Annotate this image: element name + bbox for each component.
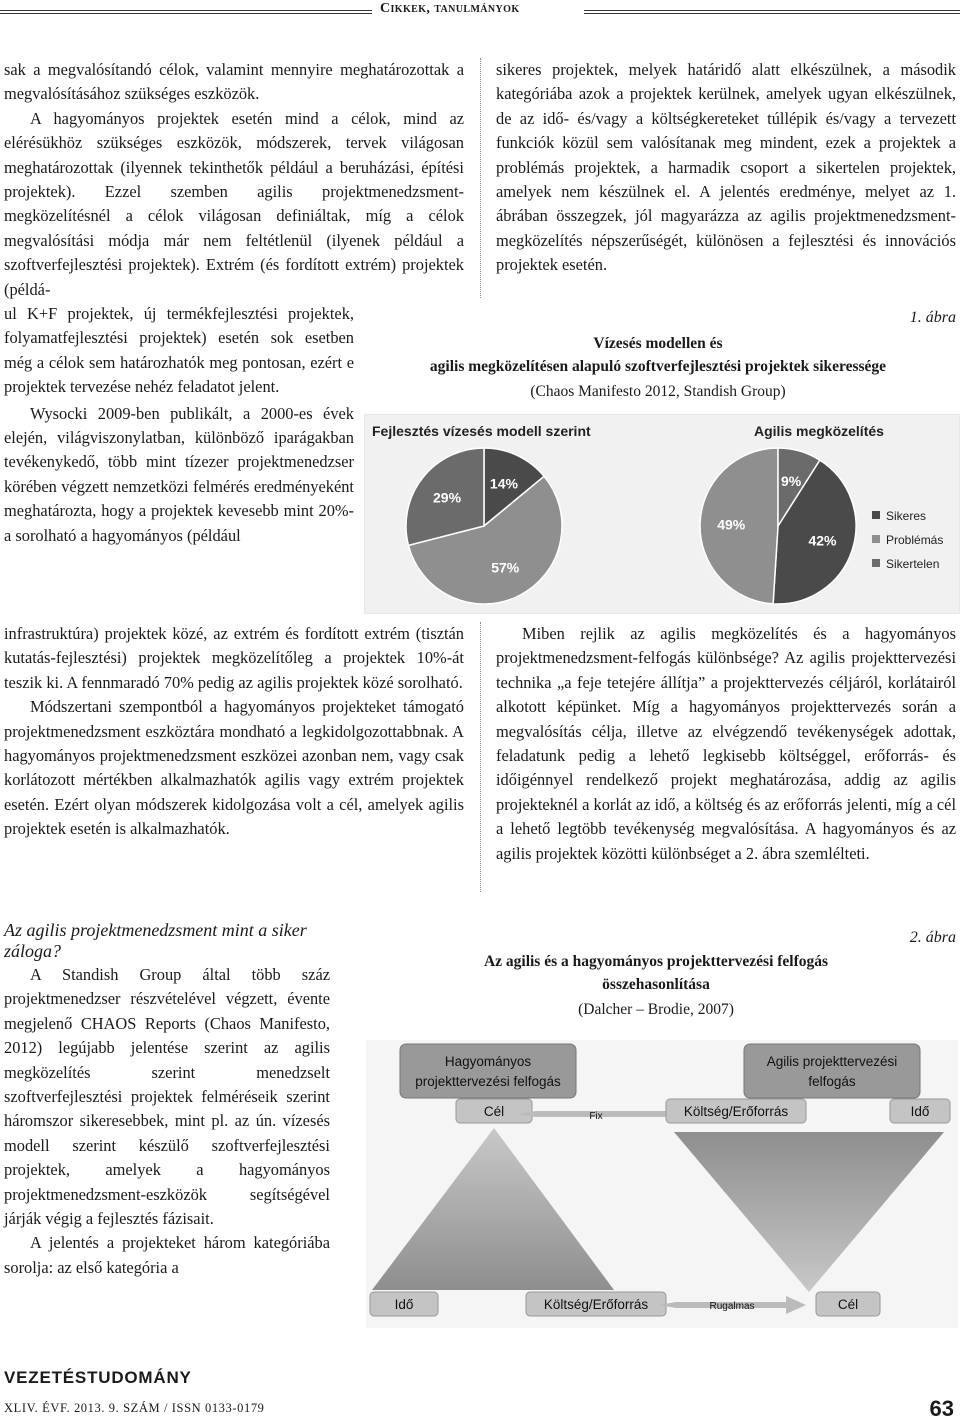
legend-label-sikeres: Sikeres — [886, 509, 927, 523]
paragraph: Miben rejlik az agilis megközelítés és a hagyományos projektmenedzsment-felfogás különbsége? Az agilis projekttervezési technika „a feje tetejére állítja” a projekttervezés céljáról, korlátairól alkotott képünket. Míg a hagyományos projekttervezés során a megvalósítás célja, illetve az elvégzendő tevékenységek adottak, feladatunk pedig a lehető legkisebb költséggel, erőforrás- és időigénnyel rendelkező projekt meghatározása, addig az agilis projekteknél a korlát az idő, a költség és az erőforrás jelenti, míg a cél a lehető legtöbb tevékenység megvalósítása. A hagyományos és az agilis projektek közötti különbséget a 2. ábra szemlélteti. — [496, 624, 956, 863]
legend-label-problémás: Problémás — [886, 533, 944, 547]
pie-right — [700, 448, 856, 604]
column-divider — [480, 58, 481, 298]
pie-label-sikeres: 42% — [808, 532, 837, 549]
legend-swatch-sikeres — [872, 511, 880, 519]
traditional-box — [400, 1044, 576, 1098]
paragraph: Wysocki 2009-ben publikált, a 2000-es évek elején, világviszonylatban, különböző iparágakban tevékenykedő, több mint tízezer projektmenedzser körében végzett nemzetközi felmérés eredményeként meghatározta, hogy a projektek kevesebb mint 20%-a sorolható a hagyományos (például — [4, 403, 354, 545]
figure2-source: (Dalcher – Brodie, 2007) — [578, 1001, 734, 1018]
agile-box-line1: Agilis projekttervezési — [766, 1054, 898, 1069]
agile-box — [744, 1044, 920, 1098]
figure2-title-line2: összehasonlítása — [602, 976, 710, 993]
figure1-source: (Chaos Manifesto 2012, Standish Group) — [530, 383, 786, 400]
top-mid-label: Költség/Erőforrás — [683, 1104, 789, 1119]
right-column-mid — [496, 622, 956, 866]
page-number: 63 — [929, 1396, 954, 1421]
column-divider — [480, 622, 481, 892]
bottom-right-label: Cél — [837, 1297, 859, 1312]
issue-info: XLIV. ÉVF. 2013. 9. SZÁM / ISSN 0133-0179 — [4, 1401, 265, 1415]
paragraph: sikeres projektek, melyek határidő alatt elkészülnek, a második kategóriába azok a projektek kerülnek, amelyek ugyan elkészülnek, de az idő- és/vagy a költségkereteket túllépik és/vagy a tervezett funkciók közül sem valósítanak meg mindent, ezek a projektek a problémás projektek, a harmadik csoport a sikertelen projektek, amelyek nem készülnek el. A jelentés eredménye, melyet az 1. ábrában összegzek, jól magyarázza az agilis projektmenedzsment-megközelítés népszerűségét, különösen a fejlesztési és innovációs projektek esetén. — [496, 60, 956, 275]
bottom-mid-label: Költség/Erőforrás — [543, 1297, 649, 1312]
fix-label: Fix — [589, 1111, 603, 1122]
running-head: Cikkek, tanulmányok — [380, 1, 520, 16]
pie-label-sikeres: 14% — [489, 475, 518, 492]
traditional-box-line1: Hagyományos — [444, 1054, 532, 1069]
section-block — [4, 920, 330, 1280]
pie-left — [406, 448, 562, 604]
left-column-wide — [4, 622, 464, 842]
paragraph: sak a megvalósítandó célok, valamint mennyire meghatározottak a megvalósításához szükséges eszközök. — [4, 60, 464, 104]
legend-label-sikertelen: Sikertelen — [886, 557, 940, 571]
figure1-label: 1. ábra — [909, 309, 956, 326]
figure2-title — [400, 950, 912, 996]
paragraph: infrastruktúra) projektek közé, az extrém és fordított extrém (tisztán kutatás-fejlesztési) projektek megközelítőleg a projektek 10%-át teszik ki. A fennmaradó 70% pedig az agilis projektek közé sorolható. — [4, 624, 464, 692]
left-column-narrow — [4, 302, 354, 548]
top-left-label: Cél — [483, 1104, 505, 1119]
figure2-label: 2. ábra — [909, 929, 956, 946]
figure2-title-line1: Az agilis és a hagyományos projekttervezési felfogás — [483, 953, 829, 970]
chart-title-left: Fejlesztés vízesés modell szerint — [372, 423, 591, 439]
header-rule-right — [584, 10, 960, 14]
paragraph: A Standish Group által több száz projektmenedzser részvételével végzett, évente megjelenő CHAOS Reports (Chaos Manifesto, 2012) legújabb jelentése szerint az agilis megközelítés szerint menedzselt szoftverfejlesztési projektek felméréseik szerint háromszor sikeresebbek, mint pl. az ún. vízesés modell szerint készülő szoftverfejlesztési projektek, amelyek a hagyományos projektmenedzsment-eszközök segítségével járják végig a fejlesztés fázisait. — [4, 965, 330, 1229]
chart-title-right: Agilis megközelítés — [754, 423, 884, 439]
pie-label-problémás: 49% — [717, 516, 746, 533]
right-column-top — [496, 58, 956, 278]
legend-swatch-problémás — [872, 535, 880, 543]
section-heading: Az agilis projektmenedzsment mint a siker záloga? — [4, 920, 307, 961]
figure1-chart — [364, 414, 960, 614]
flex-label: Rugalmas — [709, 1301, 755, 1312]
pie-label-sikertelen: 9% — [780, 473, 802, 490]
paragraph: A jelentés a projekteket három kategóriába sorolja: az első kategória a — [4, 1233, 330, 1277]
figure1-title — [360, 332, 956, 378]
figure1-title-line1: Vízesés modellen és — [593, 335, 723, 352]
bottom-left-label: Idő — [394, 1297, 414, 1312]
figure2-diagram — [366, 1040, 958, 1328]
agile-box-line2: felfogás — [808, 1074, 856, 1089]
paragraph: ul K+F projektek, új termékfejlesztési projektek, folyamatfejlesztési projektek) esetén sok esetben még a célok sem határozhatók meg pontosan, ezért e projektek tervezése nehéz feladatot jelent. — [4, 304, 354, 397]
top-right-label: Idő — [910, 1104, 930, 1119]
left-column — [4, 58, 464, 302]
journal-name: VEZETÉSTUDOMÁNY — [4, 1368, 192, 1387]
legend-swatch-sikertelen — [872, 559, 880, 567]
paragraph: A hagyományos projektek esetén mind a célok, mind az elérésükhöz szükséges eszközök, módszerek, tervek világosan meghatározottak (ilyennek tekinthetők például a beruházási, építési projektek). Ezzel szemben agilis projektmenedzsment-megközelítésnél a célok világosan definiáltak, míg a célok megvalósítási módja már nem feltétlenül (ilyenek például a szoftverfejlesztési projektek). Extrém (és fordított extrém) projektek (példá- — [4, 108, 464, 299]
header-rule-left — [0, 10, 372, 14]
pie-label-sikertelen: 29% — [433, 489, 462, 506]
traditional-box-line2: projekttervezési felfogás — [415, 1074, 561, 1089]
paragraph: Módszertani szempontból a hagyományos projekteket támogató projektmenedzsment eszköztára mondható a legkidolgozottabbnak. A hagyományos projektmenedzsment eszközei azonban nem, vagy csak korlátozott mértékben alkalmazhatók agilis vagy extrém projektek esetén. Ezért olyan módszerek kidolgozása volt a cél, amelyek agilis projektek esetén is alkalmazhatók. — [4, 697, 464, 839]
figure1-title-line2: agilis megközelítésen alapuló szoftverfejlesztési projektek sikeressége — [429, 358, 887, 375]
pie-label-problémás: 57% — [491, 559, 520, 576]
